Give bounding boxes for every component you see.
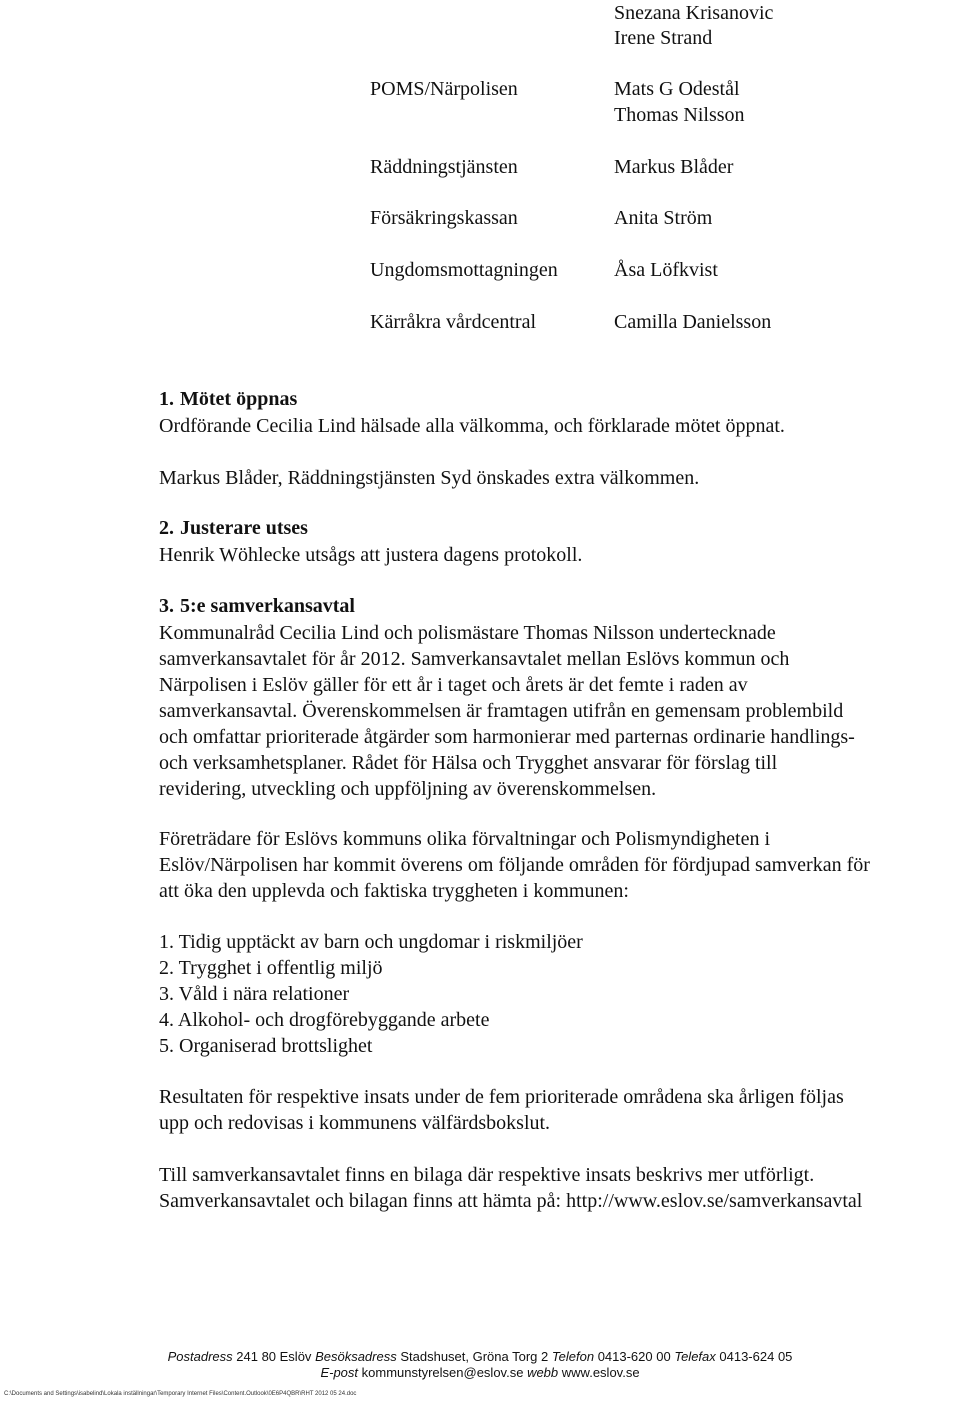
telefax-label: Telefax <box>674 1349 716 1364</box>
section-number: 3. <box>159 595 174 617</box>
paragraph <box>159 413 785 439</box>
paragraph-line: samverkansavtal. Överenskommelsen är framtagen utifrån en gemensam problembild <box>159 700 844 722</box>
attendee-organization: Ungdomsmottagningen <box>370 259 558 281</box>
paragraph-line: Markus Blåder, Räddningstjänsten Syd önskades extra välkommen. <box>159 467 700 489</box>
attendee-organization: Försäkringskassan <box>370 207 518 229</box>
list-item: 2. Trygghet i offentlig miljö <box>159 957 383 979</box>
paragraph-line: samverkansavtalet för år 2012. Samverkansavtalet mellan Eslövs kommun och <box>159 648 790 670</box>
paragraph-line: och omfattar prioriterade åtgärder som harmonierar med parternas ordinarie handlings- <box>159 726 855 748</box>
attendee-name: Thomas Nilsson <box>614 104 745 126</box>
list-item: 3. Våld i nära relationer <box>159 983 350 1005</box>
priority-list <box>159 929 583 1059</box>
section-heading <box>159 595 355 618</box>
paragraph-line: Ordförande Cecilia Lind hälsade alla välkomma, och förklarade mötet öppnat. <box>159 415 785 437</box>
paragraph-line: att öka den upplevda och faktiska tryggheten i kommunen: <box>159 880 629 902</box>
list-item: 4. Alkohol- och drogförebyggande arbete <box>159 1009 490 1031</box>
paragraph-line: Henrik Wöhlecke utsågs att justera dagens protokoll. <box>159 544 583 566</box>
paragraph-line: Företrädare för Eslövs kommuns olika förvaltningar och Polismyndigheten i <box>159 828 770 850</box>
section-heading <box>159 388 297 411</box>
attendee-name: Markus Blåder <box>614 156 734 178</box>
paragraph-line: revidering, utveckling och uppföljning av överenskommelsen. <box>159 778 657 800</box>
postadress-label: Postadress <box>167 1349 233 1364</box>
attendee-name: Mats G Odestål <box>614 78 740 100</box>
attendee-organization: Kärråkra vårdcentral <box>370 311 536 333</box>
list-item: 1. Tidig upptäckt av barn och ungdomar i riskmiljöer <box>159 931 583 953</box>
webb-value: www.eslov.se <box>561 1365 640 1380</box>
telefon-value: 0413-620 00 <box>597 1349 671 1364</box>
attendee-name: Åsa Löfkvist <box>614 259 718 281</box>
attendee-name: Irene Strand <box>614 27 713 49</box>
paragraph <box>159 1162 862 1214</box>
paragraph <box>159 1084 844 1136</box>
webb-label: webb <box>527 1365 559 1380</box>
list-item: 5. Organiserad brottslighet <box>159 1035 373 1057</box>
file-path: C:\Documents and Settings\isabelind\Lokala inställningar\Temporary Internet Files\Content.Outlook\0E6P4QBR\RHT 2012 05 24.doc <box>4 1391 357 1397</box>
paragraph <box>159 620 855 802</box>
paragraph-line: Samverkansavtalet och bilagan finns att hämta på: http://www.eslov.se/samverkansavtal <box>159 1190 863 1212</box>
paragraph-line: Kommunalråd Cecilia Lind och polismästare Thomas Nilsson undertecknade <box>159 622 776 644</box>
paragraph <box>159 826 870 904</box>
telefax-value: 0413-624 05 <box>719 1349 793 1364</box>
attendee-name: Snezana Krisanovic <box>614 2 774 24</box>
paragraph-line: upp och redovisas i kommunens välfärdsbokslut. <box>159 1112 551 1134</box>
epost-label: E-post <box>320 1365 359 1380</box>
paragraph-line: Resultaten för respektive insats under de fem prioriterade områdena ska årligen följas <box>159 1086 844 1108</box>
section-number: 1. <box>159 388 174 410</box>
paragraph-line: och verksamhetsplaner. Rådet för Hälsa och Trygghet ansvarar för förslag till <box>159 752 778 774</box>
attendee-name: Camilla Danielsson <box>614 311 772 333</box>
paragraph <box>159 465 699 491</box>
telefon-label: Telefon <box>551 1349 595 1364</box>
section-number: 2. <box>159 517 174 539</box>
postadress-value: 241 80 Eslöv <box>236 1349 312 1364</box>
section-title: Justerare utses <box>180 517 308 539</box>
section-heading <box>159 517 308 540</box>
paragraph <box>159 542 582 568</box>
epost-value: kommunstyrelsen@eslov.se <box>361 1365 524 1380</box>
paragraph-line: Eslöv/Närpolisen har kommit överens om följande områden för fördjupad samverkan för <box>159 854 870 876</box>
footer-address-line <box>0 1349 960 1364</box>
attendee-organization: POMS/Närpolisen <box>370 78 518 100</box>
footer-contact-line <box>0 1365 960 1380</box>
paragraph-line: Närpolisen i Eslöv gäller för ett år i taget och årets är det femte i raden av <box>159 674 748 696</box>
attendee-name: Anita Ström <box>614 207 713 229</box>
attendee-organization: Räddningstjänsten <box>370 156 518 178</box>
section-title: 5:e samverkansavtal <box>180 595 355 617</box>
besoksadress-label: Besöksadress <box>315 1349 397 1364</box>
section-title: Mötet öppnas <box>180 388 298 410</box>
besoksadress-value: Stadshuset, Gröna Torg 2 <box>400 1349 549 1364</box>
paragraph-line: Till samverkansavtalet finns en bilaga där respektive insats beskrivs mer utförligt. <box>159 1164 815 1186</box>
